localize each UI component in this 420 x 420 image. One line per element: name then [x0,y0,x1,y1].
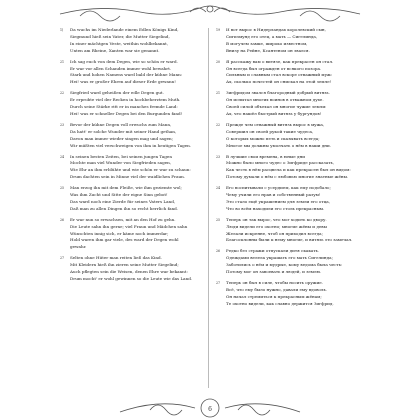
verse-line: Как честь в нём расцвела и как прекрасен был он видом: [226,167,351,173]
german-stanza [60,90,240,118]
verse-line: Что во всём находили его столь прекрасным. [226,205,325,211]
german-text-column [60,27,240,287]
verse-line: Потому мог он завоевать и людей, и землю. [226,269,322,275]
stanza-number: 20 [216,59,221,64]
verse-line: Можно было много чудес о Зигфриде рассказать, [226,160,335,166]
stanza-number: 21 [60,59,65,64]
stanza-number: 23 [216,154,221,159]
verse-line: Его воспитывали с усердием, как ему подобало; [226,185,331,191]
verse-line: Mit Kleidern hieß ihn zieren seine Mutter Siegelind; [70,262,179,268]
verse-line: Er war vor allen Schanden immer wohl bewahrt. [70,65,172,71]
stanza-number: 25 [60,186,65,191]
verse-line: Unten am Rheine, Xanten war sie genannt. [70,47,160,53]
verse-line: Das ward noch eine Zierde für seines Vaters Land, [70,198,176,204]
russian-stanza [216,280,386,308]
verse-line: Drum mocht' er wohl gewinnen so die Leute wie das Land. [70,276,193,281]
verse-line: Редко без стражи отпускали дитя скакать. [226,248,320,254]
verse-line: Он испытал многих воинов в отважном духе. [226,97,324,103]
russian-stanza [216,185,386,213]
verse-line: О которых можно петь и сказывать всегда; [226,135,320,141]
verse-line: Was ihm Zucht und Sitte der eigne Sinn gebot! [70,192,168,198]
verse-line: Он всегда был огражден от всякого позора. [226,65,322,71]
verse-line: Прежде чем отважный витязь вырос в мужа, [226,121,325,127]
verse-line: В лучшие свои времена, в юные дни [226,153,305,159]
stanza-number: 19 [216,28,221,32]
russian-stanza [216,248,386,276]
german-stanza [60,185,240,213]
verse-line: Ах, сколько почестей он снискал на этой земле! [226,79,332,85]
verse-line: Die Leute sahn ihn gerne; viel Fraun und Mädchen sahn [70,223,188,229]
verse-line: In seinen besten Zeiten, bei seinen jungen Tagen [70,153,172,159]
stanza-number: 26 [60,217,65,222]
verse-line: gewahr. [70,244,87,250]
verse-line: In einer mächtgen Veste, weithin wohlbekannt, [70,40,169,46]
russian-stanza [216,90,386,118]
top-flourish-ornament [0,0,420,24]
stanza-number: 1) [60,28,64,32]
verse-line: И вот вырос в Нидерландах королевский сын, [226,27,326,32]
stanza-number: 27 [60,256,65,261]
russian-stanza [216,59,386,87]
stanza-number: 22 [216,122,221,127]
verse-line: Stark und hohen Namens ward bald der kühne Mann: [70,72,183,78]
verse-line: Er erprobte viel der Recken in hochbeherztem Muth. [70,97,181,103]
verse-line: Зигфридом звался благородный добрый витязь. [226,90,330,96]
russian-text-column [216,27,386,312]
verse-line: Hei! was er großer Ehren auf dieser Erde gewann! [70,79,176,85]
verse-line: Hold waren ihm gar viele, des ward der Degen wohl [70,237,179,243]
stanza-number: 25 [216,217,221,222]
verse-line: Wünschten innig sich, er käme noch immerdar; [70,230,169,236]
verse-line: Er war nun so erwachsen, mit an den Hof zu gehn. [70,216,176,222]
verse-line: Ах, что нашёл быстрый витязь у бургундов! [226,110,322,116]
verse-line: Одеждами велела украшать его мать Сигелинда; [226,255,333,261]
russian-stanza [216,27,386,55]
stanza-number: 26 [216,249,221,254]
verse-line: Многое мы должны умолчать о нём в наши дни. [226,142,331,148]
verse-line: Selten ohne Hüter man reiten ließ das Kind. [70,255,162,261]
verse-line: Siegfried ward geheißen der edle Degen gut. [70,90,164,96]
verse-line: Davon man immer wieder singen mag und sagen; [70,135,174,141]
verse-line: Daß man zu allen Dingen ihn so recht herrlich fand. [70,205,179,211]
stanza-number: 24 [216,186,221,191]
verse-line: Теперь он был в силе, чтобы носить оружие. [226,280,324,285]
verse-line: Auch pflegten sein die Weisen, denen Ehre war bekannt: [70,269,188,275]
russian-stanza [216,122,386,150]
verse-line: Люди видели его охотно; многие жёны и девы [226,223,327,229]
stanza-number: 27 [216,281,221,285]
verse-line: Потому думали о нём с любовью многие знатные жёны. [226,174,349,180]
verse-line: Da hatt' er solche Wunder mit seiner Hand gethan, [70,128,177,134]
verse-line: Всё, что ему было нужно, давали ему вдоволь. [226,286,328,292]
verse-line: Благосклонны были к нему многие, и витязь это замечал. [226,237,353,243]
verse-line: Я расскажу вам о витязе, как прекрасен он стал. [226,58,334,64]
verse-line: Drum dachten sein in Minne viel der waidlichen Fraun. [70,174,186,180]
verse-line: Теперь он так вырос, что мог ходить ко двору. [226,216,327,222]
verse-line: Желали искренне, чтоб он приходил всегда; [226,230,324,236]
russian-stanza [216,154,386,182]
verse-line: Те охотно видели, как славно держится Зигфрид. [226,300,334,306]
german-stanza [60,217,240,252]
verse-line: Durch seine Stärke ritt er in manches fremde Land: [70,104,178,110]
verse-line: Своей силой объехал он многие чужие земли: [226,104,327,110]
verse-line: Сигизмунд его отец, а мать — Сигелинда, [226,33,318,39]
german-stanza [60,122,240,150]
verse-line: Ich sag euch von dem Degen, wie so schön er ward. [70,58,178,64]
verse-line: Siegmund hieß sein Vater, die Mutter Siegelind, [70,33,170,39]
page-number: 6 [208,406,212,413]
german-stanza [60,154,240,182]
bottom-flourish-ornament [0,390,420,420]
stanza-number: 24 [60,154,65,159]
verse-line: Mochte man viel Wunder von Siegfrieden sagen, [70,160,172,166]
verse-line: Это стало ещё украшением для земли его отца, [226,198,331,204]
verse-line: Man erzog ihn mit dem Fleiße, wie ihm geziemte wol; [70,185,182,191]
verse-line: В могучем замке, широко известном, [226,40,308,46]
verse-line: Совершил он своей рукой такие чудеса, [226,128,314,134]
verse-line: Da wuchs im Niederlande einem Edlen Königs Kind, [70,27,179,32]
verse-line: Внизу на Рейне, Ксантеном он звался. [226,47,310,53]
stanza-number: 22 [60,91,65,96]
verse-line: Wie Ehr an ihm erblühte und wie schön er war zu schaun: [70,167,191,173]
verse-line: Он начал стремиться к прекрасным жёнам; [226,293,322,299]
verse-line: Hei! was er schneller Degen bei den Burgunden fand! [70,110,183,116]
german-stanza [60,255,240,283]
verse-line: Заботились о нём и мудрые, кому ведома была честь: [226,262,343,268]
stanza-number: 23 [60,122,65,127]
verse-line: Bevor der kühne Degen voll erwuchs zum Mann, [70,121,172,127]
verse-line: Сильным и славным стал вскоре отважный муж: [226,72,333,78]
german-stanza [60,59,240,87]
verse-line: Чему учили его нрав и собственный разум! [226,192,321,198]
german-stanza [60,27,240,55]
stanza-number: 21 [216,91,221,96]
russian-stanza [216,217,386,245]
verse-line: Wir müßten viel verschweigen von ihm in heutigen Tagen. [70,142,192,148]
